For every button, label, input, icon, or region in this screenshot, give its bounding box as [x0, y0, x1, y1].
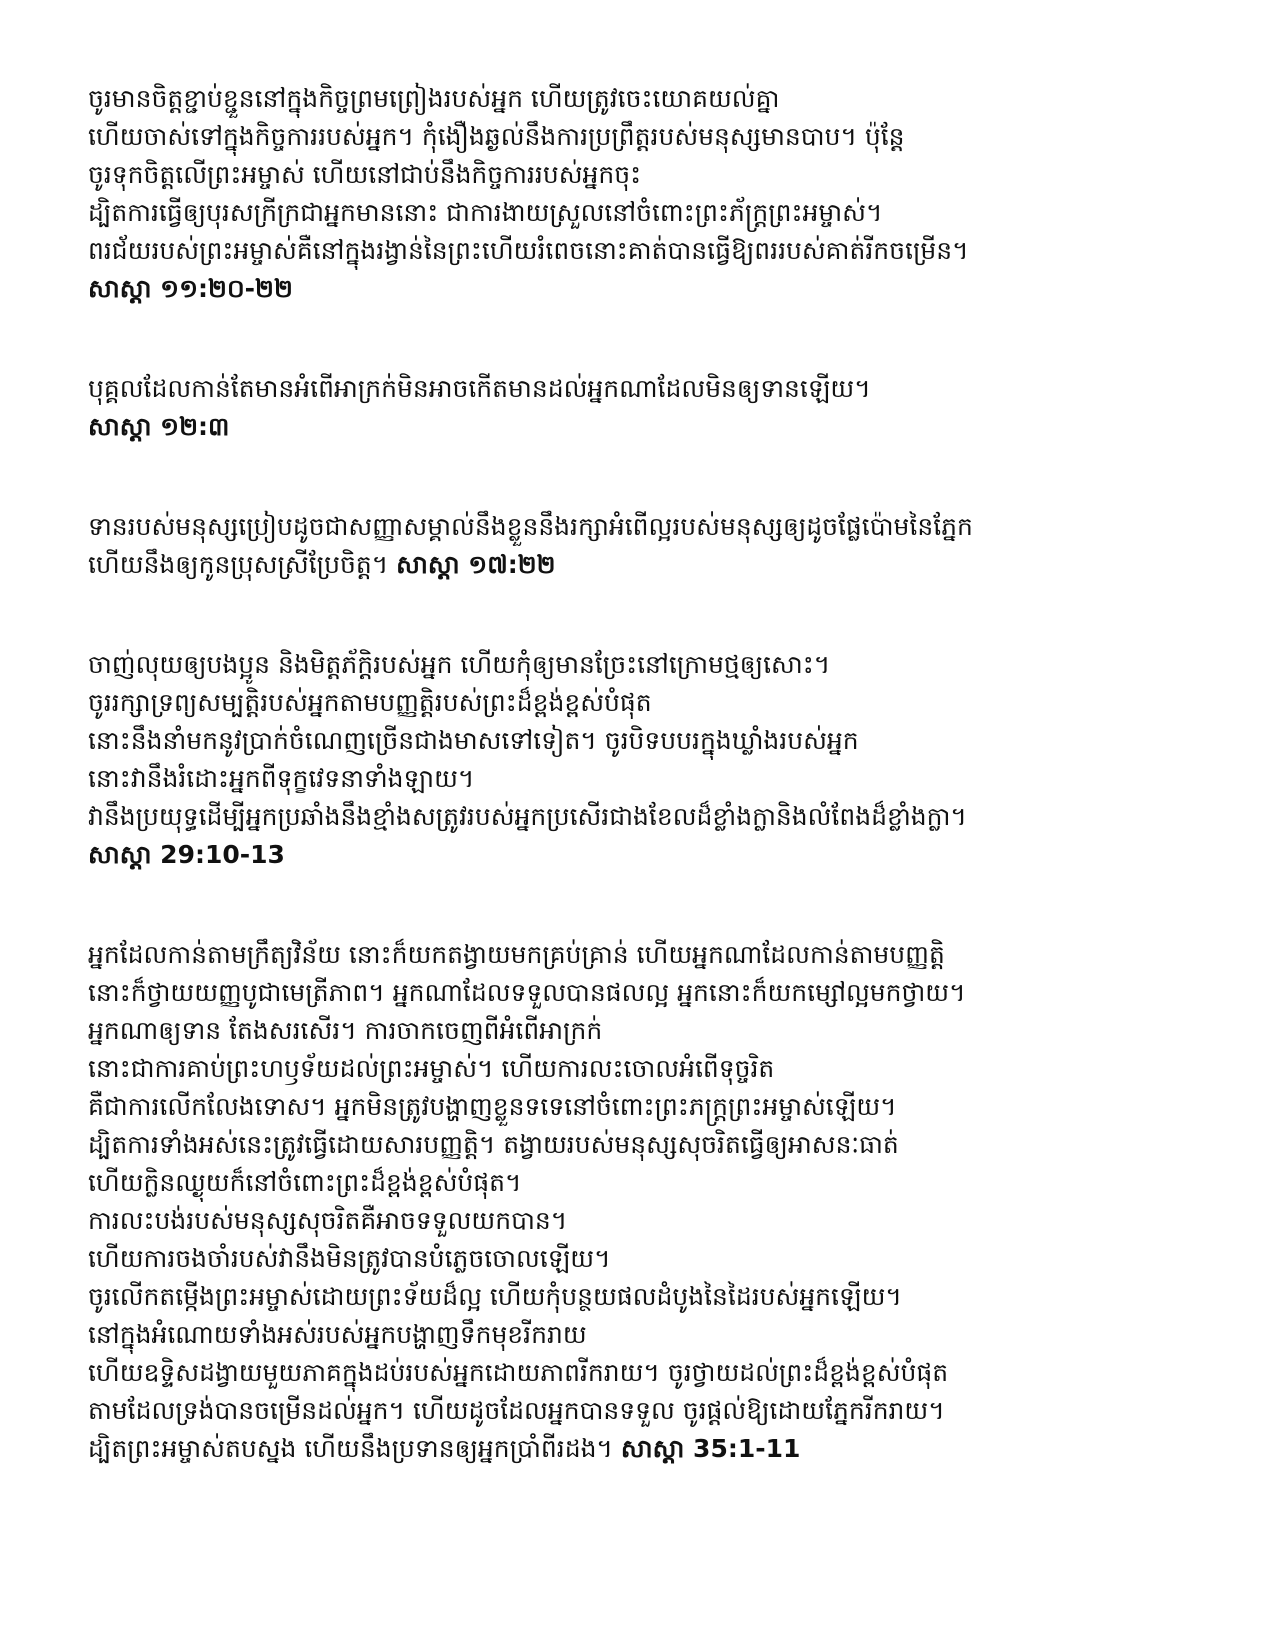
- passage-line: ហើយឧទ្ទិសដង្វាយមួយភាគក្នុងដប់របស់អ្នកដោយភាពរីករាយ។ ចូរថ្វាយដល់ព្រះដ៏ខ្ពង់ខ្ពស់បំផុត: [88, 1358, 949, 1387]
- passage-4: [88, 646, 1208, 874]
- scripture-reference: សាស្តា ១៧:២២: [396, 550, 556, 579]
- passage-line: នោះជាការគាប់ព្រះហឫទ័យដល់ព្រះអម្ចាស់។ ហើយការលះចោលអំពើទុច្ចរិត: [88, 1054, 775, 1083]
- passage-line: នោះវានឹងរំដោះអ្នកពីទុក្ខវេទនាទាំងឡាយ។: [88, 764, 475, 793]
- scripture-reference: សាស្តា ១១:២០-២២: [88, 274, 293, 303]
- passage-line: ដ្បិតការធ្វើឲ្យបុរសក្រីក្រជាអ្នកមាននោះ ជាការងាយស្រួលនៅចំពោះព្រះភ័ក្ត្រព្រះអម្ចាស់។: [88, 198, 883, 227]
- paragraph-gap: [88, 308, 1208, 370]
- passage-line: ទានរបស់មនុស្សប្រៀបដូចជាសញ្ញាសម្គាល់នឹងខ្លួននឹងរក្សាអំពើល្អរបស់មនុស្សឲ្យដូចផ្លែប៉ោមនៃភ្នែក: [88, 512, 973, 541]
- passage-5: [88, 936, 1208, 1468]
- passage-line: ហើយចាស់ទៅក្នុងកិច្ចការរបស់អ្នក។ កុំងឿងឆ្ងល់នឹងការប្រព្រឹត្តរបស់មនុស្សមានបាប។ ប៉ុន្តែ: [88, 122, 905, 151]
- passage-line: ចាញ់លុយឲ្យបងប្អូន និងមិត្តភ័ក្តិរបស់អ្នក ហើយកុំឲ្យមានច្រែះនៅក្រោមថ្មឲ្យសោះ។: [88, 650, 831, 679]
- passage-line: នោះនឹងនាំមកនូវប្រាក់ចំណេញច្រើនជាងមាសទៅទៀត។ ចូរបិទបបរក្នុងឃ្លាំងរបស់អ្នក: [88, 726, 859, 755]
- passage-line: អ្នកណាឲ្យទាន តែងសរសើរ។ ការចាកចេញពីអំពើអាក្រក់: [88, 1016, 603, 1045]
- passage-text: ដ្បិតព្រះអម្ចាស់តបស្នង ហើយនឹងប្រទានឲ្យអ្នកប្រាំពីរដង។: [88, 1434, 613, 1463]
- passage-line: ហើយការចងចាំរបស់វានឹងមិនត្រូវបានបំភ្លេចចោលឡើយ។: [88, 1244, 611, 1273]
- scripture-reference: សាស្តា ១២:៣: [88, 412, 230, 441]
- passage-line: ពរជ័យរបស់ព្រះអម្ចាស់គឺនៅក្នុងរង្វាន់នៃព្រះហើយរំពេចនោះគាត់បានធ្វើឱ្យពររបស់គាត់រីកចម្រើន។: [88, 236, 969, 265]
- document-page: [88, 80, 1208, 1468]
- passage-line: ការលះបង់របស់មនុស្សសុចរិតគឺអាចទទួលយកបាន។: [88, 1206, 568, 1235]
- passage-text: ហើយនឹងឲ្យកូនប្រុសស្រីប្រែចិត្ត។: [88, 550, 389, 579]
- passage-line: វានឹងប្រយុទ្ធដើម្បីអ្នកប្រឆាំងនឹងខ្មាំងសត្រូវរបស់អ្នកប្រសើរជាងខែលដ៏ខ្លាំងក្លានិងលំពែងដ៏ខ្លាំងក្លា។: [88, 802, 967, 831]
- passage-line: គឺជាការលើកលែងទោស។ អ្នកមិនត្រូវបង្ហាញខ្លួនទទេនៅចំពោះព្រះភក្ត្រព្រះអម្ចាស់ឡើយ។: [88, 1092, 897, 1121]
- passage-line-with-reference: [88, 1430, 1208, 1468]
- passage-line: នោះក៏ថ្វាយយញ្ញបូជាមេត្រីភាព។ អ្នកណាដែលទទួលបានផលល្អ អ្នកនោះក៏យកម្សៅល្អមកថ្វាយ។: [88, 978, 966, 1007]
- scripture-reference: សាស្តា 35:1-11: [620, 1434, 801, 1463]
- passage-line: អ្នកដែលកាន់តាមក្រឹត្យវិន័យ នោះក៏យកតង្វាយមកគ្រប់គ្រាន់ ហើយអ្នកណាដែលកាន់តាមបញ្ញត្តិ: [88, 940, 945, 969]
- passage-1: [88, 80, 1208, 308]
- passage-line: ដ្បិតការទាំងអស់នេះត្រូវធ្វើដោយសារបញ្ញត្តិ។ តង្វាយរបស់មនុស្សសុចរិតធ្វើឲ្យអាសនៈធាត់: [88, 1130, 899, 1159]
- passage-line: ចូររក្សាទ្រព្យសម្បត្តិរបស់អ្នកតាមបញ្ញត្តិរបស់ព្រះដ៏ខ្ពង់ខ្ពស់បំផុត: [88, 688, 652, 717]
- paragraph-gap: [88, 584, 1208, 646]
- passage-line-with-reference: [88, 546, 1208, 584]
- paragraph-gap: [88, 446, 1208, 508]
- passage-line: ចូរទុកចិត្តលើព្រះអម្ចាស់ ហើយនៅជាប់នឹងកិច្ចការរបស់អ្នកចុះ: [88, 160, 642, 189]
- passage-2: [88, 370, 1208, 446]
- passage-line: ចូរមានចិត្តខ្ជាប់ខ្ជួននៅក្នុងកិច្ចព្រមព្រៀងរបស់អ្នក ហើយត្រូវចេះយោគយល់គ្នា: [88, 84, 780, 113]
- scripture-reference: សាស្តា 29:10-13: [88, 840, 285, 869]
- passage-line: តាមដែលទ្រង់បានចម្រើនដល់អ្នក។ ហើយដូចដែលអ្នកបានទទួល ចូរផ្តល់ឱ្យដោយភ្នែករីករាយ។: [88, 1396, 945, 1425]
- passage-3: [88, 508, 1208, 584]
- passage-line: ចូរលើកតម្កើងព្រះអម្ចាស់ដោយព្រះទ័យដ៏ល្អ ហើយកុំបន្ថយផលដំបូងនៃដៃរបស់អ្នកឡើយ។: [88, 1282, 902, 1311]
- passage-line: បុគ្គលដែលកាន់តែមានអំពើអាក្រក់មិនអាចកើតមានដល់អ្នកណាដែលមិនឲ្យទានឡើយ។: [88, 374, 871, 403]
- passage-line: នៅក្នុងអំណោយទាំងអស់របស់អ្នកបង្ហាញទឹកមុខរីករាយ: [88, 1320, 587, 1349]
- passage-line: ហើយក្លិនឈ្ងុយក៏នៅចំពោះព្រះដ៏ខ្ពង់ខ្ពស់បំផុត។: [88, 1168, 522, 1197]
- paragraph-gap: [88, 874, 1208, 936]
